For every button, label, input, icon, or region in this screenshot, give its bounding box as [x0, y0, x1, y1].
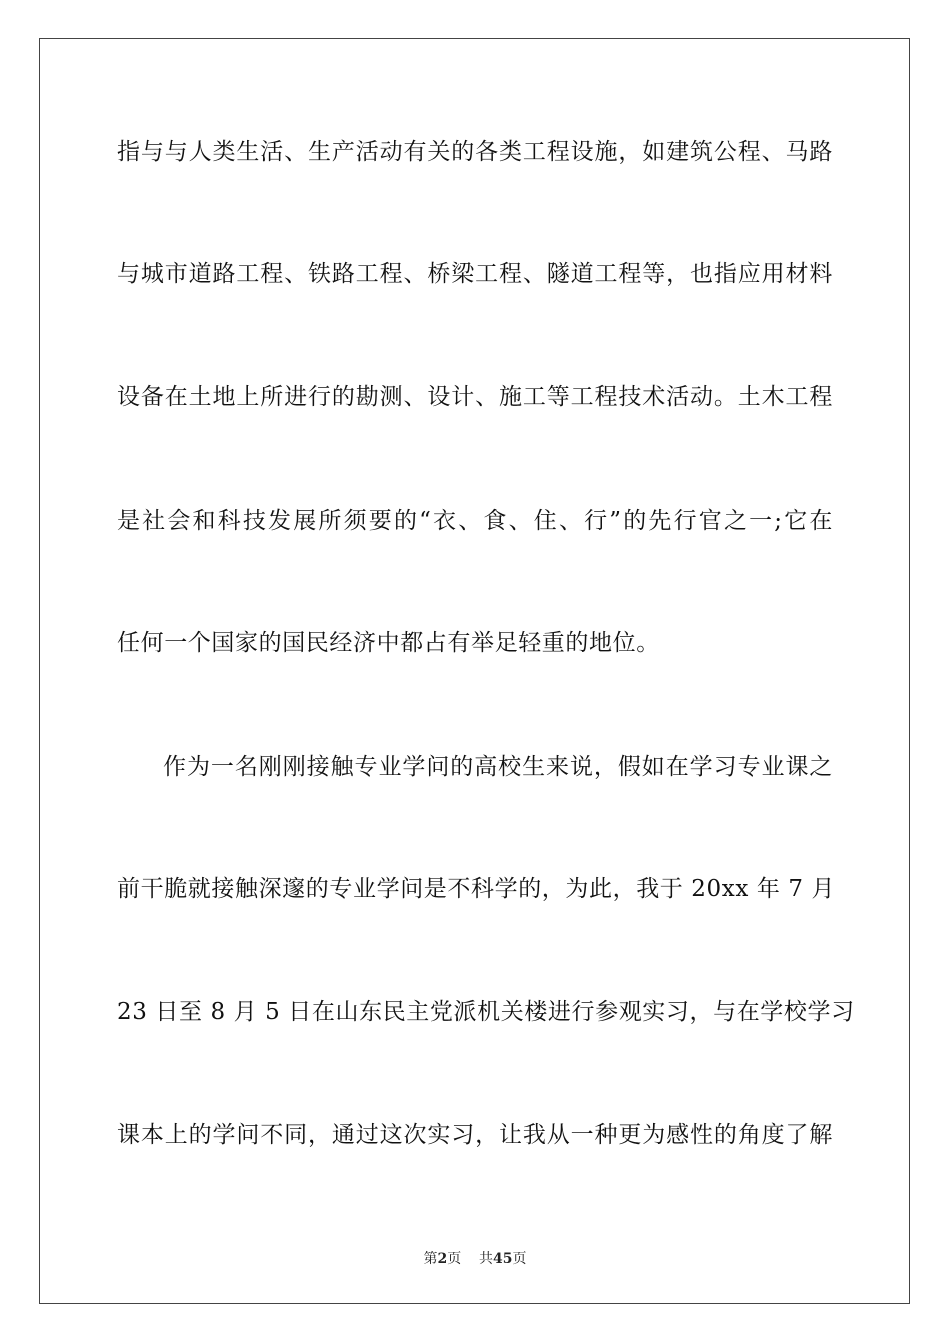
paragraph-1-line-3: 设备在土地上所进行的勘测、设计、施工等工程技术活动。土木工程: [117, 384, 833, 410]
paragraph-1-line-2: 与城市道路工程、铁路工程、桥梁工程、隧道工程等，也指应用材料: [117, 261, 833, 287]
paragraph-1-line-5: 任何一个国家的国民经济中都占有举足轻重的地位。: [117, 630, 660, 656]
footer-page-number: 2: [437, 1251, 448, 1267]
paragraph-2-line-4: 课本上的学问不同，通过这次实习，让我从一种更为感性的角度了解: [117, 1122, 833, 1148]
footer-total-pages: 45: [493, 1251, 513, 1267]
page-border: [39, 38, 910, 1304]
paragraph-1-line-4: 是社会和科技发展所须要的“衣、食、住、行”的先行官之一;它在: [117, 508, 833, 534]
footer-page-suffix: 页: [447, 1251, 462, 1267]
page-footer: [0, 1248, 950, 1268]
paragraph-2-line-2: 前干脆就接触深邃的专业学问是不科学的，为此，我于 20xx 年 7 月: [117, 876, 836, 902]
paragraph-2-line-3: 23 日至 8 月 5 日在山东民主党派机关楼进行参观实习，与在学校学习: [117, 999, 855, 1025]
paragraph-2-line-1: 作为一名刚刚接触专业学问的高校生来说，假如在学习专业课之: [163, 754, 833, 780]
footer-total-suffix: 页: [512, 1251, 527, 1267]
footer-total-prefix: 共: [479, 1251, 494, 1267]
footer-page-prefix: 第: [423, 1251, 438, 1267]
paragraph-1-line-1: 指与与人类生活、生产活动有关的各类工程设施，如建筑公程、马路: [117, 139, 833, 165]
